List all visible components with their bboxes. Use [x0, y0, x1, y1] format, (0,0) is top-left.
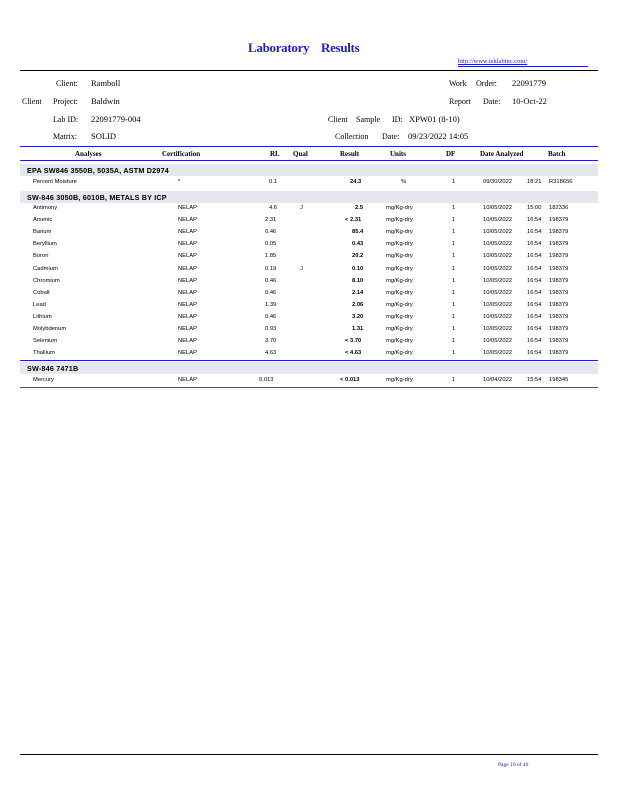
cell-analyte: Selenium	[33, 338, 58, 344]
client-project-prefix: Client	[22, 97, 42, 106]
cell-date: 10/04/2022	[483, 377, 513, 383]
section-header-bar	[20, 362, 598, 374]
cell-analyte: Mercury	[33, 377, 54, 383]
cell-date: 10/05/2022	[483, 290, 513, 296]
cell-units: mg/Kg-dry	[386, 314, 413, 320]
cell-batch: 198379	[549, 338, 569, 344]
cell-cert: NELAP	[178, 205, 198, 211]
cell-result: 0.43	[352, 241, 364, 247]
cell-cert: *	[178, 179, 181, 185]
cell-result: 8.10	[352, 278, 364, 284]
cell-batch: 198379	[549, 229, 569, 235]
report-date-label-2: Date:	[483, 97, 501, 106]
cell-date: 10/05/2022	[483, 314, 513, 320]
cell-df: 1	[452, 290, 456, 296]
col-df: DF	[446, 150, 456, 158]
cell-df: 1	[452, 314, 456, 320]
cell-time: 16:54	[527, 290, 542, 296]
cell-cert: NELAP	[178, 338, 198, 344]
cell-time: 16:54	[527, 314, 542, 320]
cell-cert: NELAP	[178, 253, 198, 259]
cell-units: mg/Kg-dry	[386, 377, 413, 383]
cell-date: 10/05/2022	[483, 241, 513, 247]
col-batch: Batch	[548, 150, 566, 158]
cell-analyte: Beryllium	[33, 241, 57, 247]
cell-units: mg/Kg-dry	[386, 290, 413, 296]
lab-website-link[interactable]: http://www.teklabinc.com/	[458, 58, 528, 65]
cell-analyte: Boron	[33, 253, 49, 259]
cell-cert: NELAP	[178, 278, 198, 284]
cell-analyte: Arsenic	[33, 217, 53, 223]
report-date-label-1: Report	[449, 97, 471, 106]
cell-date: 10/05/2022	[483, 205, 513, 211]
cell-df: 1	[452, 266, 456, 272]
section-title-mercury: SW-846 7471B	[27, 364, 79, 373]
col-qual: Qual	[293, 150, 308, 158]
cell-date: 10/05/2022	[483, 217, 513, 223]
col-certification: Certification	[162, 150, 201, 158]
cell-df: 1	[452, 278, 456, 284]
report-title-results: Results	[321, 40, 360, 55]
lab-id-label: Lab ID:	[53, 115, 79, 124]
header-rule	[20, 70, 598, 71]
footer-rule	[20, 754, 598, 755]
project-value: Baldwin	[91, 96, 120, 106]
cell-rl: 0.93	[265, 326, 277, 332]
cell-rl: 1.39	[265, 302, 277, 308]
cell-df: 1	[452, 326, 456, 332]
cell-time: 16:54	[527, 241, 542, 247]
cell-df: 1	[452, 241, 456, 247]
cell-time: 16:54	[527, 350, 542, 356]
cell-date: 09/30/2022	[483, 179, 513, 185]
cell-units: mg/Kg-dry	[386, 266, 413, 272]
cell-units: mg/Kg-dry	[386, 350, 413, 356]
column-header-top-rule	[20, 146, 598, 147]
cell-analyte: Cobalt	[33, 290, 50, 296]
cell-df: 1	[452, 253, 456, 259]
client-sample-label-3: ID:	[392, 115, 403, 124]
col-units: Units	[390, 150, 406, 158]
cell-date: 10/05/2022	[483, 338, 513, 344]
cell-df: 1	[452, 302, 456, 308]
cell-result: 20.2	[352, 253, 364, 259]
cell-df: 1	[452, 205, 456, 211]
cell-time: 16:54	[527, 253, 542, 259]
cell-result: 1.31	[352, 326, 364, 332]
cell-rl: 0.013	[259, 377, 274, 383]
cell-cert: NELAP	[178, 326, 198, 332]
cell-date: 10/05/2022	[483, 278, 513, 284]
cell-analyte: Molybdenum	[33, 326, 67, 332]
cell-analyte: Lithium	[33, 314, 52, 320]
cell-units: mg/Kg-dry	[386, 278, 413, 284]
cell-result: 2.06	[352, 302, 364, 308]
cell-df: 1	[452, 217, 456, 223]
cell-df: 1	[452, 350, 456, 356]
section-divider	[20, 360, 598, 361]
collection-label-1: Collection	[335, 132, 369, 141]
cell-time: 16:54	[527, 217, 542, 223]
cell-units: mg/Kg-dry	[386, 205, 413, 211]
cell-cert: NELAP	[178, 350, 198, 356]
col-analyses: Analyses	[75, 150, 102, 158]
cell-cert: NELAP	[178, 266, 198, 272]
matrix-label: Matrix:	[53, 132, 77, 141]
cell-qual: J	[300, 205, 303, 211]
cell-units: %	[401, 179, 407, 185]
section-title-metals-icp: SW-846 3050B, 6010B, METALS BY ICP	[27, 193, 167, 202]
column-header-bottom-rule	[20, 160, 598, 161]
url-underline	[458, 66, 588, 67]
cell-cert: NELAP	[178, 377, 198, 383]
report-title-laboratory: Laboratory	[248, 40, 310, 55]
collection-label-2: Date:	[382, 132, 400, 141]
cell-result: < 2.31	[345, 217, 362, 223]
cell-result: 0.10	[352, 266, 364, 272]
cell-batch: 198379	[549, 266, 569, 272]
cell-batch: R318656	[549, 179, 573, 185]
cell-batch: 198379	[549, 314, 569, 320]
cell-rl: 0.19	[265, 266, 277, 272]
client-label: Client:	[56, 79, 78, 88]
cell-result: 2.14	[352, 290, 364, 296]
cell-result: < 4.63	[345, 350, 362, 356]
cell-cert: NELAP	[178, 290, 198, 296]
client-sample-label-1: Client	[328, 115, 348, 124]
cell-units: mg/Kg-dry	[386, 253, 413, 259]
cell-rl: 4.6	[269, 205, 278, 211]
cell-qual: J	[300, 266, 303, 272]
cell-rl: 0.46	[265, 229, 277, 235]
client-value: Ramboll	[91, 78, 121, 88]
cell-units: mg/Kg-dry	[386, 326, 413, 332]
cell-cert: NELAP	[178, 302, 198, 308]
cell-batch: 198345	[549, 377, 569, 383]
col-result: Result	[340, 150, 360, 158]
section-title-moisture: EPA SW846 3550B, 5035A, ASTM D2974	[27, 166, 169, 175]
cell-cert: NELAP	[178, 241, 198, 247]
cell-rl: 0.46	[265, 290, 277, 296]
cell-date: 10/05/2022	[483, 266, 513, 272]
cell-analyte: Cadmium	[33, 266, 58, 272]
work-order-label-2: Order:	[476, 79, 497, 88]
cell-batch: 198379	[549, 302, 569, 308]
cell-analyte: Barium	[33, 229, 52, 235]
cell-batch: 198379	[549, 326, 569, 332]
col-date-analyzed: Date Analyzed	[480, 150, 524, 158]
cell-batch: 198379	[549, 290, 569, 296]
cell-rl: 2.31	[265, 217, 277, 223]
cell-time: 16:54	[527, 338, 542, 344]
cell-rl: 3.70	[265, 338, 277, 344]
cell-rl: 0.05	[265, 241, 277, 247]
project-label: Project:	[53, 97, 78, 106]
lab-id-value: 22091779-004	[91, 114, 141, 124]
cell-time: 16:54	[527, 266, 542, 272]
cell-time: 15:00	[527, 205, 542, 211]
cell-rl: 1.85	[265, 253, 277, 259]
cell-analyte: Percent Moisture	[33, 179, 77, 185]
cell-result: < 3.70	[345, 338, 362, 344]
cell-df: 1	[452, 179, 456, 185]
cell-rl: 0.46	[265, 314, 277, 320]
cell-analyte: Antimony	[33, 205, 58, 211]
cell-units: mg/Kg-dry	[386, 241, 413, 247]
cell-time: 18:21	[527, 179, 542, 185]
cell-date: 10/05/2022	[483, 350, 513, 356]
cell-result: 85.4	[352, 229, 364, 235]
cell-df: 1	[452, 338, 456, 344]
matrix-value: SOLID	[91, 131, 117, 141]
cell-rl: 4.63	[265, 350, 277, 356]
cell-result: 24.3	[350, 179, 362, 185]
cell-time: 16:54	[527, 302, 542, 308]
cell-units: mg/Kg-dry	[386, 338, 413, 344]
cell-cert: NELAP	[178, 229, 198, 235]
page-number: Page 10 of 46	[498, 762, 529, 768]
cell-df: 1	[452, 377, 456, 383]
cell-cert: NELAP	[178, 217, 198, 223]
work-order-value: 22091779	[512, 78, 546, 88]
cell-time: 15:54	[527, 377, 542, 383]
client-sample-value: XPW01 (8-10)	[409, 114, 460, 124]
cell-analyte: Thallium	[33, 350, 55, 356]
cell-batch: 198379	[549, 241, 569, 247]
cell-date: 10/05/2022	[483, 302, 513, 308]
cell-batch: 198379	[549, 217, 569, 223]
cell-date: 10/05/2022	[483, 253, 513, 259]
table-end-rule	[20, 387, 598, 388]
cell-cert: NELAP	[178, 314, 198, 320]
cell-batch: 198379	[549, 350, 569, 356]
cell-time: 16:54	[527, 229, 542, 235]
cell-date: 10/05/2022	[483, 229, 513, 235]
cell-units: mg/Kg-dry	[386, 217, 413, 223]
cell-units: mg/Kg-dry	[386, 229, 413, 235]
client-sample-label-2: Sample	[356, 115, 380, 124]
cell-df: 1	[452, 229, 456, 235]
cell-time: 16:54	[527, 326, 542, 332]
cell-result: < 0.013	[340, 377, 360, 383]
collection-value: 09/23/2022 14:05	[408, 131, 469, 141]
work-order-label-1: Work	[449, 79, 467, 88]
cell-units: mg/Kg-dry	[386, 302, 413, 308]
cell-result: 2.5	[355, 205, 364, 211]
cell-date: 10/05/2022	[483, 326, 513, 332]
cell-batch: 182336	[549, 205, 569, 211]
cell-batch: 198379	[549, 253, 569, 259]
cell-analyte: Lead	[33, 302, 46, 308]
report-date-value: 10-Oct-22	[512, 96, 547, 106]
cell-result: 3.20	[352, 314, 364, 320]
cell-analyte: Chromium	[33, 278, 60, 284]
cell-rl: 0.46	[265, 278, 277, 284]
cell-rl: 0.1	[269, 179, 278, 185]
col-rl: RL	[270, 150, 280, 158]
cell-batch: 198379	[549, 278, 569, 284]
cell-time: 16:54	[527, 278, 542, 284]
